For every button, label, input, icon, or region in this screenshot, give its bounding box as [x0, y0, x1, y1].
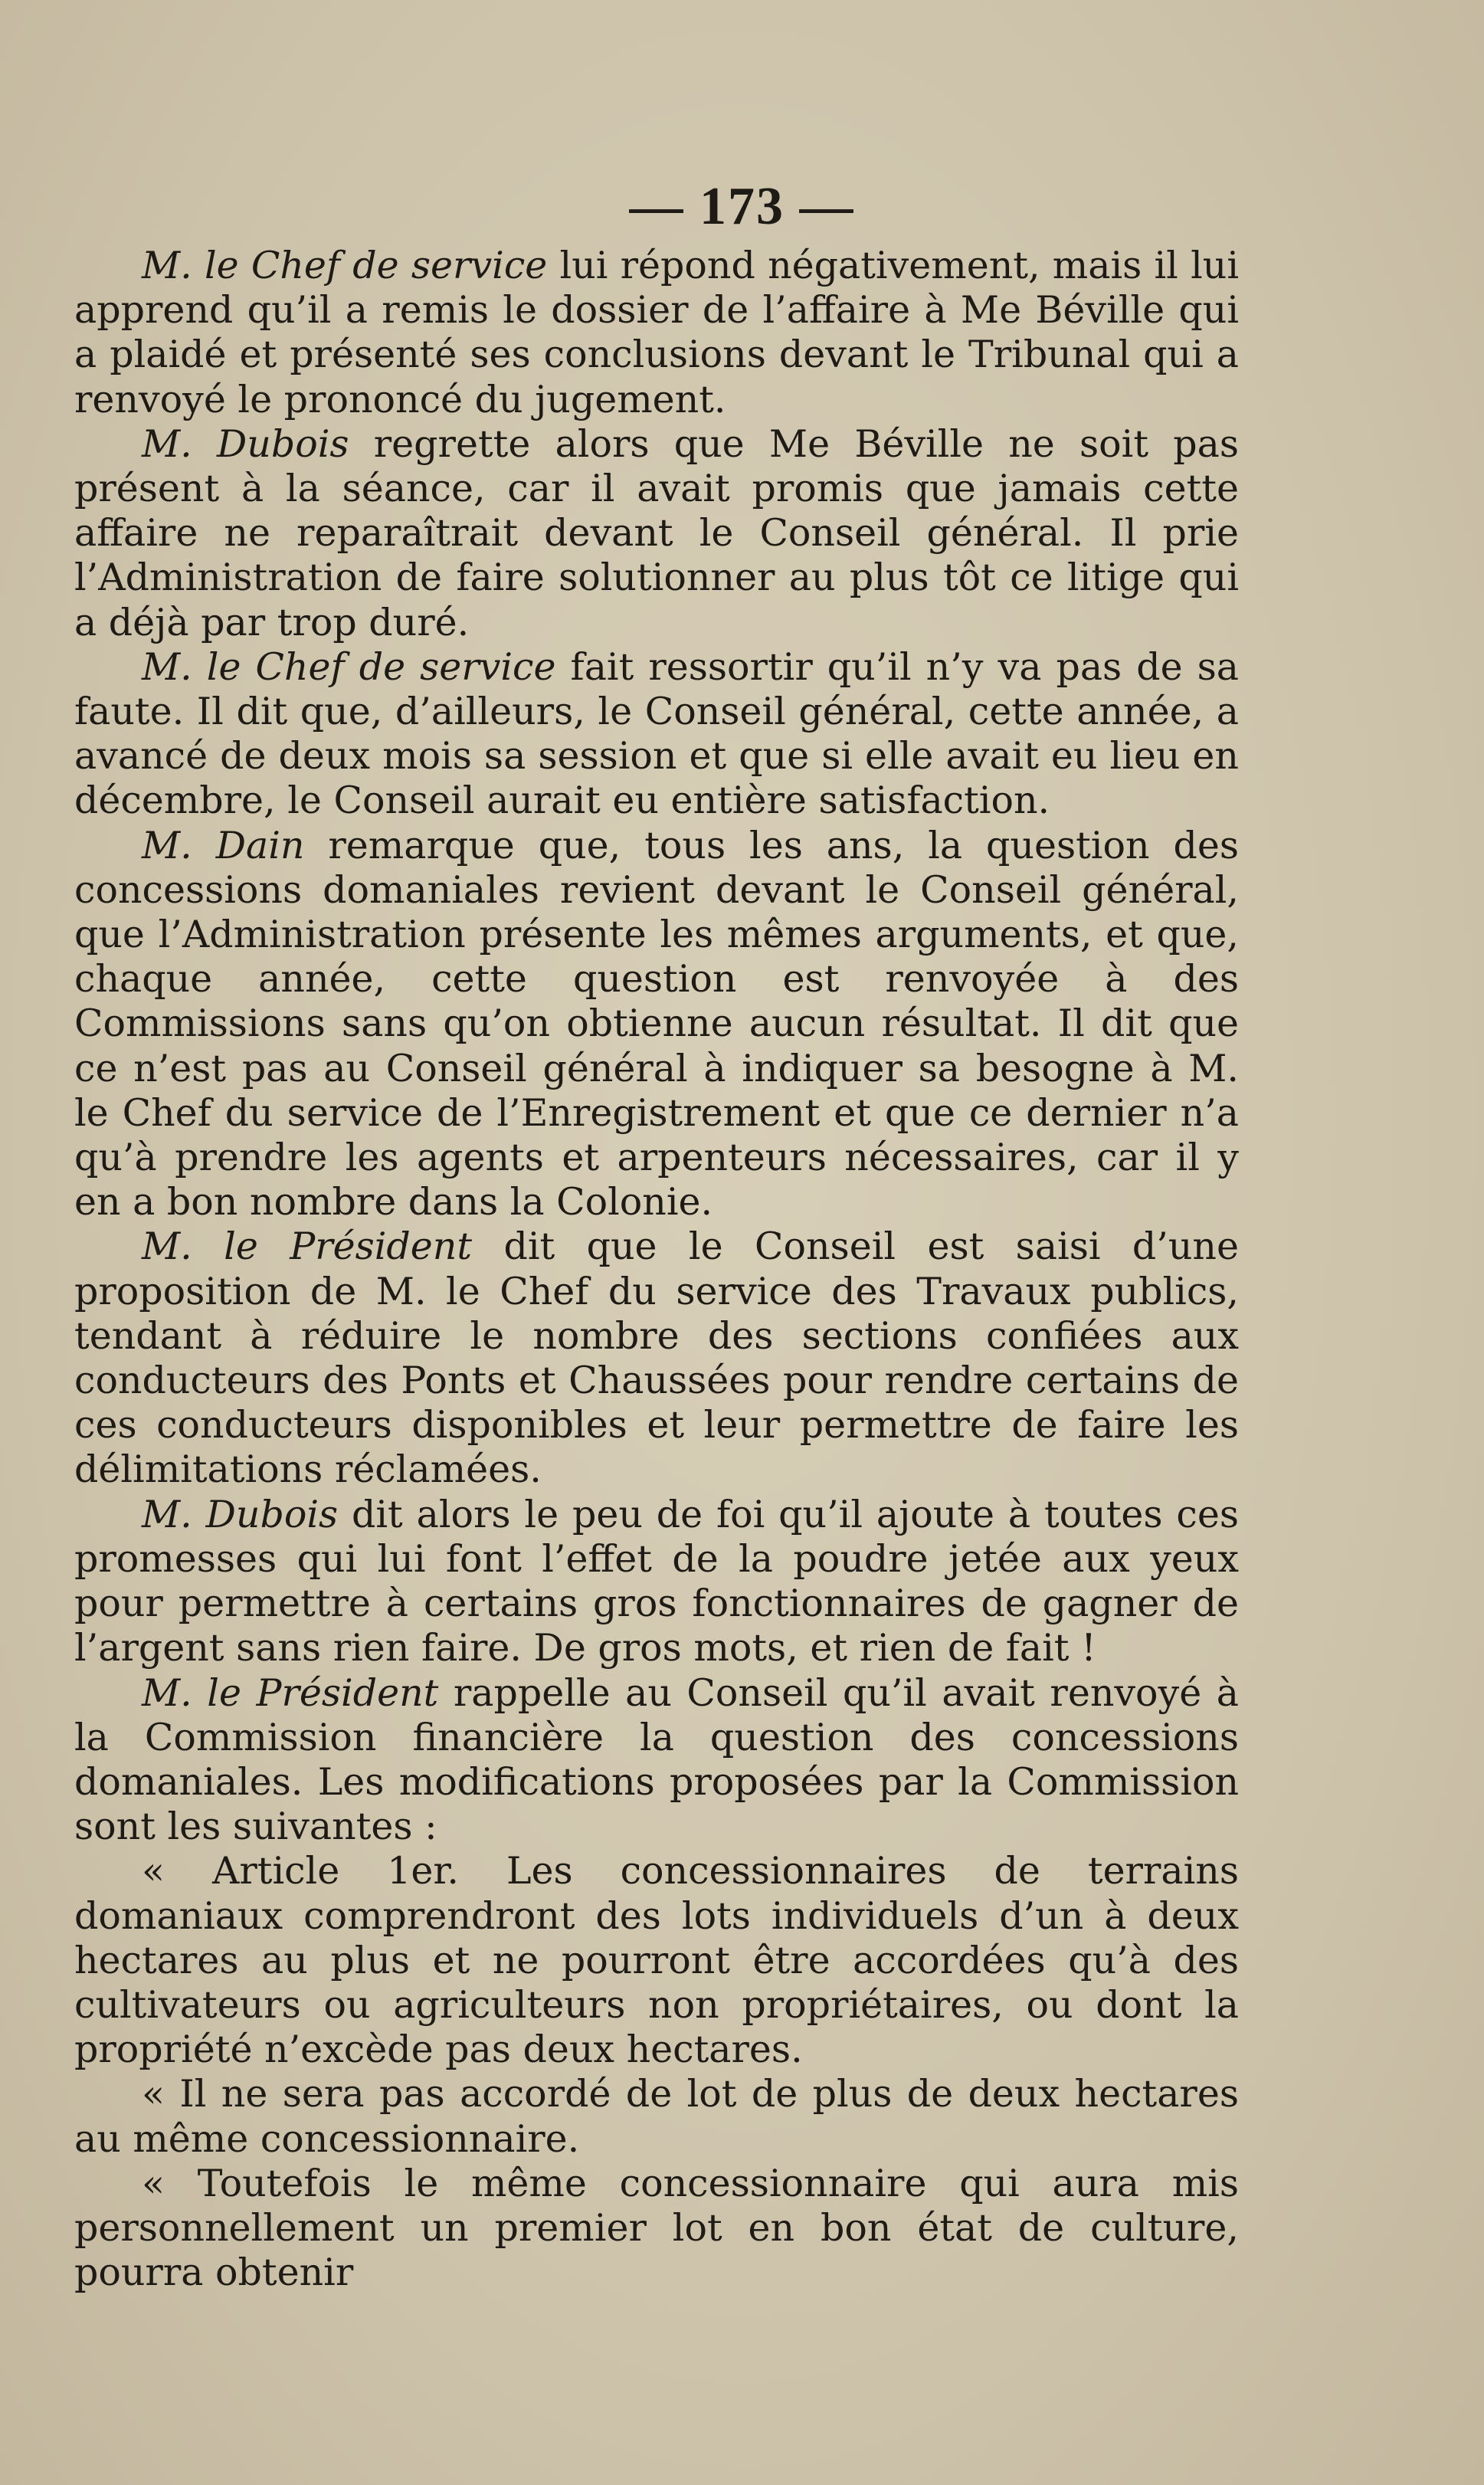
- paragraph-text: rappelle au Conseil qu’il avait renvoyé à la Commission financière la question des concessions domaniales. Les modifications proposées par la Commission sont les suivantes :: [74, 1670, 1239, 1849]
- speaker: M. Dubois: [142, 421, 349, 466]
- paragraph: [74, 1493, 1239, 1671]
- speaker: M. le Président: [142, 1224, 473, 1269]
- paragraph: [74, 1224, 1239, 1492]
- speaker: M. Dain: [142, 823, 305, 867]
- body-text: [74, 244, 1239, 2295]
- paragraph: [74, 2162, 1239, 2296]
- paragraph-text: fait ressortir qu’il n’y va pas de sa faute. Il dit que, d’ailleurs, le Conseil général, cette année, a avancé de deux mois sa session et que si elle avait eu lieu en décembre, le Conseil aurait eu entière satisfaction.: [74, 644, 1239, 823]
- paragraph: [74, 422, 1239, 645]
- paragraph: [74, 645, 1239, 824]
- paragraph-text: dit alors le peu de foi qu’il ajoute à toutes ces promesses qui lui font l’effet de la poudre jetée aux yeux pour permettre à certains gros fonctionnaires de gagner de l’argent sans rien faire. De gros mots, et rien de fait !: [74, 1492, 1239, 1670]
- speaker: M. le Chef de service: [142, 244, 548, 287]
- paragraph-text: remarque que, tous les ans, la question des concessions domaniales revient devant le Conseil général, que l’Administration présente les mêmes arguments, et que, chaque année, cette question est renvoyée à des Commissions sans qu’on obtienne aucun résultat. Il dit que ce n’est pas au Conseil général à indiquer sa besogne à M. le Chef du service de l’Enregistrement et que ce dernier n’a qu’à prendre les agents et arpenteurs nécessaires, car il y en a bon nombre dans la Colonie.: [74, 823, 1239, 1224]
- speaker: M. le Chef de service: [142, 644, 556, 689]
- paragraph: [74, 2072, 1239, 2161]
- speaker: M. Dubois: [142, 1492, 339, 1536]
- paragraph-text: « Toutefois le même concessionnaire qui aura mis personnellement un premier lot en bon état de culture, pourra obtenir: [74, 2161, 1239, 2295]
- paragraph-text: dit que le Conseil est saisi d’une proposition de M. le Chef du service des Travaux publics, tendant à réduire le nombre des sections confiées aux conducteurs des Ponts et Chaussées pour rendre certains de ces conducteurs disponibles et leur permettre de faire les délimitations réclamées.: [74, 1224, 1239, 1492]
- paragraph-text: « Article 1er. Les concessionnaires de terrains domaniaux comprendront des lots individuels d’un à deux hectares au plus et ne pourront être accordées qu’à des cultivateurs ou agriculteurs non propriétaires, ou dont la propriété n’excède pas deux hectares.: [74, 1849, 1239, 2072]
- paragraph-text: regrette alors que Me Béville ne soit pas présent à la séance, car il avait promis que jamais cette affaire ne reparaîtrait devant le Conseil général. Il prie l’Administration de faire solutionner au plus tôt ce litige qui a déjà par trop duré.: [74, 421, 1239, 644]
- page-number: — 173 —: [629, 177, 855, 236]
- speaker: M. le Président: [142, 1670, 439, 1715]
- paragraph: [74, 1849, 1239, 2072]
- paragraph: [74, 1671, 1239, 1850]
- paragraph: [74, 824, 1239, 1225]
- paragraph-text: lui répond négativement, mais il lui apprend qu’il a remis le dossier de l’affaire à Me Béville qui a plaidé et présenté ses conclusions devant le Tribunal qui a renvoyé le prononcé du jugement.: [74, 244, 1239, 421]
- paragraph: [74, 244, 1239, 422]
- paragraph-text: « Il ne sera pas accordé de lot de plus de deux hectares au même concessionnaire.: [74, 2072, 1239, 2161]
